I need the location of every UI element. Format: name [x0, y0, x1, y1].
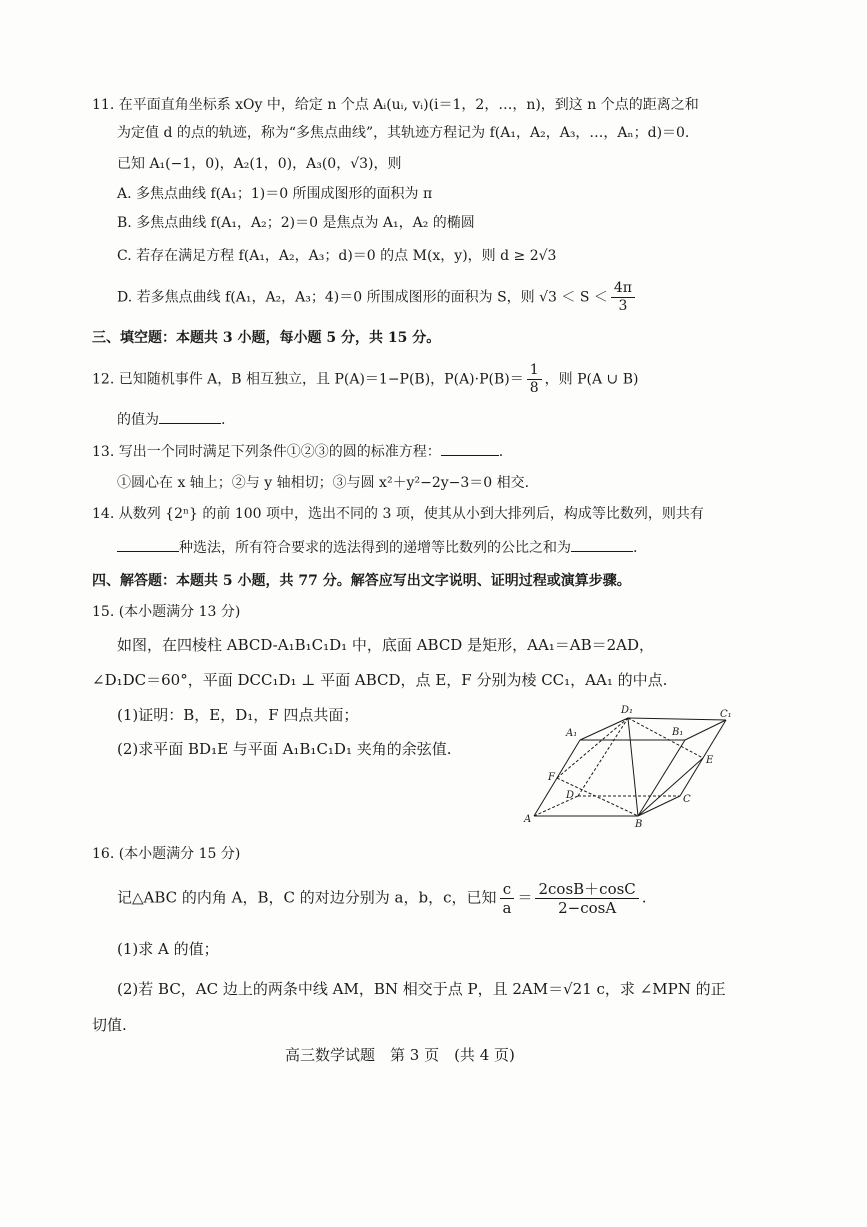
fraction-denominator: a — [502, 899, 512, 917]
label-f: F — [548, 772, 555, 783]
q15-line2: ∠D₁DC＝60°，平面 DCC₁D₁ ⊥ 平面 ABCD，点 E，F 分别为棱 CC₁，AA₁ 的中点. — [92, 671, 668, 689]
q16-part2-line2: 切值. — [92, 1016, 127, 1034]
q15-line1: 如图，在四棱柱 ABCD-A₁B₁C₁D₁ 中，底面 ABCD 是矩形，AA₁＝AB＝2AD， — [117, 636, 655, 654]
q16-line1 — [117, 880, 647, 917]
q16-heading: 16. (本小题满分 15 分) — [92, 846, 241, 862]
q14-answer-blank-2[interactable] — [571, 549, 633, 552]
q15-heading: 15. (本小题满分 13 分) — [92, 604, 241, 620]
edge-a1-d1 — [580, 718, 628, 740]
section-4-title: 四、解答题：本题共 5 小题，共 77 分。解答应写出文字说明、证明过程或演算步骤。 — [92, 573, 631, 589]
q12-text-pre: 12. 已知随机事件 A，B 相互独立，且 P(A)＝1−P(B)，P(A)·P(B)＝ — [92, 371, 524, 388]
q16-equals: ＝ — [517, 888, 533, 907]
q16-text-pre: 记△ABC 的内角 A，B，C 的对边分别为 a，b，c，已知 — [117, 888, 497, 907]
q16-fraction-c-over-a — [500, 880, 515, 917]
q13-answer-blank[interactable] — [441, 453, 499, 456]
fraction-denominator: 8 — [529, 379, 539, 396]
q16-part1: (1)求 A 的值； — [117, 940, 219, 958]
q12-fraction — [527, 362, 542, 397]
q13-conditions: ①圆心在 x 轴上；②与 y 轴相切；③与圆 x²＋y²−2y−3＝0 相交. — [117, 475, 530, 491]
q11-stem-line3: 已知 A₁(−1，0)，A₂(1，0)，A₃(0，√3)，则 — [117, 156, 402, 172]
q14-period: . — [633, 540, 638, 556]
q14-line1: 14. 从数列 {2ⁿ} 的前 100 项中，选出不同的 3 项，使其从小到大排列后，构成等比数列，则共有 — [92, 506, 704, 522]
label-a: A — [524, 814, 532, 825]
page-footer: 高三数学试题 第 3 页 (共 4 页) — [285, 1046, 515, 1064]
q12-text-post: ，则 P(A ∪ B) — [544, 371, 639, 388]
label-a1: A₁ — [566, 728, 578, 739]
q13-period: . — [498, 444, 504, 460]
label-c: C — [683, 794, 691, 805]
fraction-numerator: c — [500, 880, 515, 899]
edge-d1-c1 — [628, 718, 726, 720]
label-e: E — [706, 755, 714, 766]
q12-line1 — [92, 362, 638, 397]
fraction-denominator: 3 — [618, 297, 628, 314]
q13-text: 13. 写出一个同时满足下列条件①②③的圆的标准方程： — [92, 444, 441, 460]
fraction-numerator: 2cosB＋cosC — [535, 880, 638, 899]
q11-stem-line2: 为定值 d 的点的轨迹，称为“多焦点曲线”，其轨迹方程记为 f(A₁，A₂，A₃，…，Aₙ；d)＝0. — [117, 125, 690, 141]
label-d1: D₁ — [621, 705, 634, 716]
segment-d1-e — [628, 718, 703, 758]
label-b1: B₁ — [672, 727, 684, 738]
q15-part2: (2)求平面 BD₁E 与平面 A₁B₁C₁D₁ 夹角的余弦值. — [117, 740, 452, 758]
q14-text-mid: 种选法，所有符合要求的选法得到的递增等比数列的公比之和为 — [179, 540, 571, 556]
q15-part1: (1)证明：B，E，D₁，F 四点共面； — [117, 706, 359, 724]
q12-answer-blank[interactable] — [159, 421, 221, 424]
label-b: B — [635, 819, 643, 830]
q11-option-a: A. 多焦点曲线 f(A₁；1)＝0 所围成图形的面积为 π — [117, 186, 433, 202]
q12-line2 — [117, 412, 225, 429]
q11-option-c: C. 若存在满足方程 f(A₁，A₂，A₃；d)＝0 的点 M(x，y)，则 d ≥ 2√3 — [117, 248, 557, 264]
section-3-title: 三、填空题：本题共 3 小题，每小题 5 分，共 15 分。 — [92, 330, 441, 346]
q11-stem-line1: 11. 在平面直角坐标系 xOy 中，给定 n 个点 Aᵢ(uᵢ, vᵢ)(i＝1，2，…，n)，到这 n 个点的距离之和 — [92, 97, 699, 113]
q16-fraction-cos — [535, 880, 638, 917]
q13-line1 — [92, 444, 503, 461]
q11-option-b: B. 多焦点曲线 f(A₁，A₂；2)＝0 是焦点为 A₁，A₂ 的椭圆 — [117, 215, 475, 231]
fraction-numerator: 1 — [527, 362, 542, 380]
segment-d1-f — [557, 718, 628, 778]
fraction-denominator: 2−cosA — [558, 899, 617, 917]
segment-b-e — [638, 758, 703, 816]
q11-option-d — [117, 280, 638, 315]
q12-period: . — [221, 412, 226, 428]
q12-answer-prompt: 的值为 — [117, 412, 159, 428]
q16-part2-line1: (2)若 BC，AC 边上的两条中线 AM，BN 相交于点 P，且 2AM＝√21 c，求 ∠MPN 的正 — [117, 980, 726, 998]
prism-figure — [520, 700, 740, 835]
q14-answer-blank-1[interactable] — [117, 549, 179, 552]
q11-option-d-fraction — [611, 280, 635, 315]
segment-d1-b — [628, 718, 638, 816]
q14-line2 — [117, 540, 637, 557]
label-c1: C₁ — [720, 709, 732, 720]
q11-option-d-text: D. 若多焦点曲线 f(A₁，A₂，A₃；4)＝0 所围成图形的面积为 S，则 √3 ＜ S ＜ — [117, 289, 608, 306]
label-d: D — [566, 790, 575, 801]
q16-period: . — [641, 888, 647, 907]
fraction-numerator: 4π — [611, 280, 635, 298]
